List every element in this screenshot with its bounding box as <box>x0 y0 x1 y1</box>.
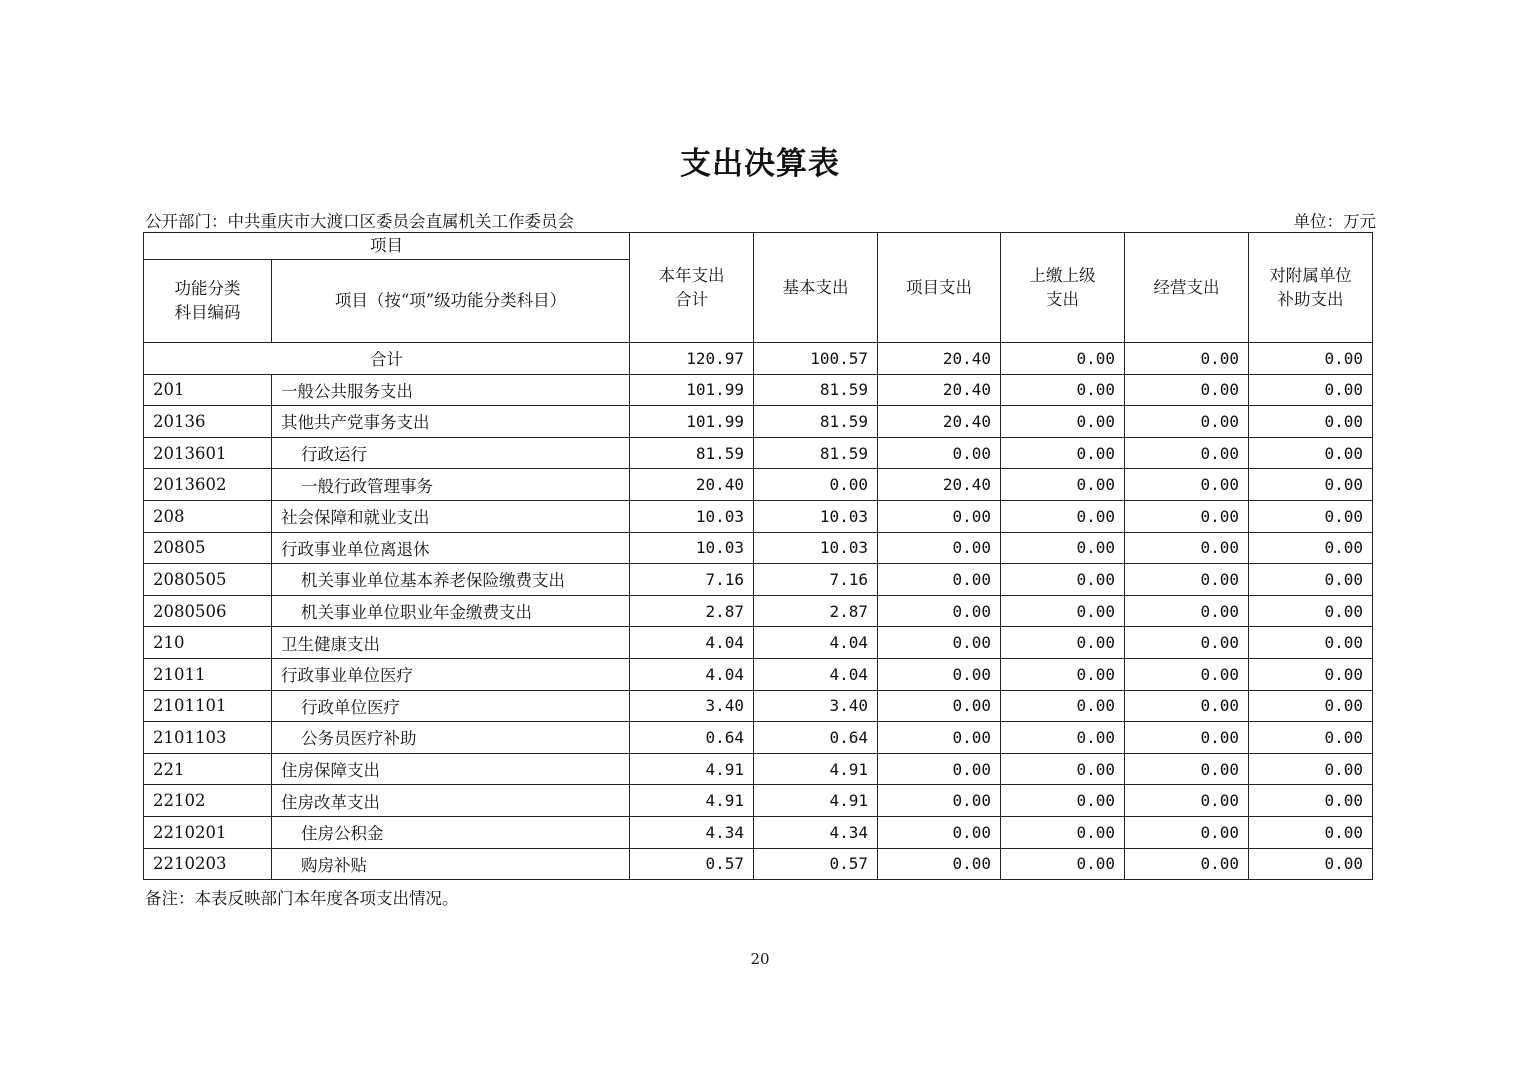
amount-cell: 0.00 <box>1249 816 1373 848</box>
total-cell: 0.00 <box>1125 343 1249 375</box>
amount-cell: 81.59 <box>754 437 878 469</box>
amount-cell: 20.40 <box>878 406 1001 438</box>
amount-cell: 0.00 <box>1001 469 1125 501</box>
amount-cell: 20.40 <box>630 469 754 501</box>
item-name-cell: 住房保障支出 <box>272 753 630 785</box>
amount-cell: 0.00 <box>878 690 1001 722</box>
amount-cell: 0.00 <box>1125 816 1249 848</box>
total-cell: 0.00 <box>1249 343 1373 375</box>
amount-cell: 0.00 <box>1249 374 1373 406</box>
item-name-cell: 购房补贴 <box>272 848 630 880</box>
amount-cell: 2.87 <box>754 595 878 627</box>
table-row <box>144 690 1373 722</box>
amount-cell: 0.00 <box>1249 722 1373 754</box>
header-item-group: 项目 <box>144 233 630 260</box>
total-cell: 100.57 <box>754 343 878 375</box>
department-label: 公开部门：中共重庆市大渡口区委员会直属机关工作委员会 <box>145 212 574 231</box>
item-name-cell: 住房改革支出 <box>272 785 630 817</box>
code-cell: 210 <box>144 627 272 659</box>
amount-cell: 0.00 <box>1249 564 1373 596</box>
amount-cell: 0.00 <box>754 469 878 501</box>
amount-cell: 0.00 <box>1249 437 1373 469</box>
code-cell: 2080506 <box>144 595 272 627</box>
amount-cell: 0.00 <box>878 500 1001 532</box>
code-cell: 2013601 <box>144 437 272 469</box>
amount-cell: 101.99 <box>630 374 754 406</box>
header-remit <box>1001 233 1125 343</box>
item-name-cell: 卫生健康支出 <box>272 627 630 659</box>
amount-cell: 0.00 <box>878 848 1001 880</box>
amount-cell: 0.00 <box>878 595 1001 627</box>
amount-cell: 0.00 <box>1249 469 1373 501</box>
amount-cell: 2.87 <box>630 595 754 627</box>
amount-cell: 7.16 <box>630 564 754 596</box>
item-name-cell: 机关事业单位职业年金缴费支出 <box>272 595 630 627</box>
amount-cell: 0.64 <box>754 722 878 754</box>
amount-cell: 0.00 <box>1125 753 1249 785</box>
table-row <box>144 500 1373 532</box>
expenditure-table <box>143 232 1373 880</box>
footnote: 备注：本表反映部门本年度各项支出情况。 <box>145 889 459 908</box>
item-name-cell: 一般公共服务支出 <box>272 374 630 406</box>
header-code-text: 功能分类科目编码 <box>174 279 241 322</box>
amount-cell: 0.00 <box>1249 785 1373 817</box>
amount-cell: 101.99 <box>630 406 754 438</box>
amount-cell: 4.04 <box>754 658 878 690</box>
amount-cell: 0.00 <box>1001 406 1125 438</box>
amount-cell: 0.00 <box>1001 816 1125 848</box>
amount-cell: 0.00 <box>1125 469 1249 501</box>
item-name-cell: 住房公积金 <box>272 816 630 848</box>
code-cell: 20136 <box>144 406 272 438</box>
amount-cell: 0.00 <box>878 722 1001 754</box>
total-cell: 20.40 <box>878 343 1001 375</box>
header-operating: 经营支出 <box>1125 233 1249 343</box>
item-name-cell: 行政运行 <box>272 437 630 469</box>
table-row <box>144 532 1373 564</box>
amount-cell: 10.03 <box>754 500 878 532</box>
amount-cell: 0.00 <box>1001 690 1125 722</box>
amount-cell: 0.00 <box>1001 500 1125 532</box>
table-row <box>144 437 1373 469</box>
amount-cell: 0.00 <box>1125 564 1249 596</box>
total-cell: 0.00 <box>1001 343 1125 375</box>
header-subsidy <box>1249 233 1373 343</box>
amount-cell: 0.00 <box>1001 374 1125 406</box>
amount-cell: 4.34 <box>630 816 754 848</box>
amount-cell: 0.00 <box>1249 848 1373 880</box>
amount-cell: 4.04 <box>630 658 754 690</box>
amount-cell: 0.64 <box>630 722 754 754</box>
amount-cell: 0.00 <box>1249 690 1373 722</box>
item-name-cell: 行政事业单位医疗 <box>272 658 630 690</box>
total-label: 合计 <box>144 343 630 375</box>
amount-cell: 0.00 <box>1249 500 1373 532</box>
amount-cell: 0.00 <box>1001 753 1125 785</box>
unit-label: 单位：万元 <box>1293 212 1376 231</box>
amount-cell: 3.40 <box>630 690 754 722</box>
amount-cell: 0.00 <box>1125 406 1249 438</box>
amount-cell: 0.00 <box>1125 848 1249 880</box>
code-cell: 2210203 <box>144 848 272 880</box>
amount-cell: 81.59 <box>630 437 754 469</box>
amount-cell: 0.00 <box>1125 722 1249 754</box>
amount-cell: 0.00 <box>1125 595 1249 627</box>
code-cell: 20805 <box>144 532 272 564</box>
amount-cell: 0.00 <box>1249 627 1373 659</box>
amount-cell: 0.00 <box>1001 627 1125 659</box>
code-cell: 2210201 <box>144 816 272 848</box>
table-row <box>144 753 1373 785</box>
amount-cell: 0.00 <box>878 785 1001 817</box>
code-cell: 21011 <box>144 658 272 690</box>
table-row <box>144 722 1373 754</box>
amount-cell: 0.00 <box>1249 753 1373 785</box>
amount-cell: 0.00 <box>878 437 1001 469</box>
item-name-cell: 机关事业单位基本养老保险缴费支出 <box>272 564 630 596</box>
table-row <box>144 848 1373 880</box>
amount-cell: 0.00 <box>1249 658 1373 690</box>
amount-cell: 10.03 <box>754 532 878 564</box>
amount-cell: 81.59 <box>754 374 878 406</box>
table-row <box>144 816 1373 848</box>
amount-cell: 7.16 <box>754 564 878 596</box>
page-title: 支出决算表 <box>680 146 840 182</box>
table-row <box>144 374 1373 406</box>
amount-cell: 20.40 <box>878 374 1001 406</box>
code-cell: 2080505 <box>144 564 272 596</box>
amount-cell: 0.00 <box>1001 532 1125 564</box>
amount-cell: 4.04 <box>754 627 878 659</box>
code-cell: 2013602 <box>144 469 272 501</box>
table-row <box>144 658 1373 690</box>
amount-cell: 0.00 <box>1125 437 1249 469</box>
header-basic: 基本支出 <box>754 233 878 343</box>
amount-cell: 4.91 <box>630 785 754 817</box>
amount-cell: 0.00 <box>878 816 1001 848</box>
amount-cell: 3.40 <box>754 690 878 722</box>
page-number: 20 <box>750 950 770 968</box>
header-remit-text: 上缴上级支出 <box>1029 265 1096 309</box>
header-project: 项目支出 <box>878 233 1001 343</box>
amount-cell: 0.00 <box>1249 532 1373 564</box>
total-row <box>144 343 1373 375</box>
amount-cell: 10.03 <box>630 500 754 532</box>
amount-cell: 0.00 <box>878 564 1001 596</box>
table-body <box>144 343 1373 880</box>
amount-cell: 0.00 <box>1125 785 1249 817</box>
amount-cell: 0.00 <box>878 627 1001 659</box>
amount-cell: 0.00 <box>878 753 1001 785</box>
amount-cell: 4.91 <box>754 785 878 817</box>
amount-cell: 0.00 <box>1001 722 1125 754</box>
code-cell: 201 <box>144 374 272 406</box>
amount-cell: 0.00 <box>878 532 1001 564</box>
item-name-cell: 一般行政管理事务 <box>272 469 630 501</box>
amount-cell: 0.00 <box>1001 595 1125 627</box>
amount-cell: 0.00 <box>1125 658 1249 690</box>
table-row <box>144 627 1373 659</box>
table-row <box>144 595 1373 627</box>
amount-cell: 0.00 <box>878 658 1001 690</box>
amount-cell: 0.00 <box>1125 627 1249 659</box>
amount-cell: 81.59 <box>754 406 878 438</box>
code-cell: 2101101 <box>144 690 272 722</box>
amount-cell: 4.04 <box>630 627 754 659</box>
amount-cell: 10.03 <box>630 532 754 564</box>
table-row <box>144 469 1373 501</box>
header-subsidy-text: 对附属单位补助支出 <box>1269 265 1352 309</box>
amount-cell: 0.00 <box>1001 848 1125 880</box>
item-name-cell: 公务员医疗补助 <box>272 722 630 754</box>
amount-cell: 4.91 <box>754 753 878 785</box>
amount-cell: 0.00 <box>1249 595 1373 627</box>
item-name-cell: 行政单位医疗 <box>272 690 630 722</box>
amount-cell: 0.00 <box>1001 437 1125 469</box>
amount-cell: 0.00 <box>1125 690 1249 722</box>
header-name: 项目（按“项”级功能分类科目） <box>272 260 630 343</box>
amount-cell: 20.40 <box>878 469 1001 501</box>
header-total-text: 本年支出合计 <box>658 265 725 309</box>
item-name-cell: 行政事业单位离退休 <box>272 532 630 564</box>
header-total <box>630 233 754 343</box>
table-row <box>144 785 1373 817</box>
code-cell: 221 <box>144 753 272 785</box>
amount-cell: 0.00 <box>1125 532 1249 564</box>
header-code <box>144 260 272 343</box>
code-cell: 22102 <box>144 785 272 817</box>
item-name-cell: 社会保障和就业支出 <box>272 500 630 532</box>
total-cell: 120.97 <box>630 343 754 375</box>
amount-cell: 0.57 <box>630 848 754 880</box>
amount-cell: 0.57 <box>754 848 878 880</box>
amount-cell: 4.91 <box>630 753 754 785</box>
amount-cell: 0.00 <box>1001 658 1125 690</box>
table-row <box>144 406 1373 438</box>
item-name-cell: 其他共产党事务支出 <box>272 406 630 438</box>
amount-cell: 4.34 <box>754 816 878 848</box>
amount-cell: 0.00 <box>1249 406 1373 438</box>
code-cell: 208 <box>144 500 272 532</box>
table-row <box>144 564 1373 596</box>
code-cell: 2101103 <box>144 722 272 754</box>
amount-cell: 0.00 <box>1001 564 1125 596</box>
amount-cell: 0.00 <box>1001 785 1125 817</box>
amount-cell: 0.00 <box>1125 500 1249 532</box>
amount-cell: 0.00 <box>1125 374 1249 406</box>
